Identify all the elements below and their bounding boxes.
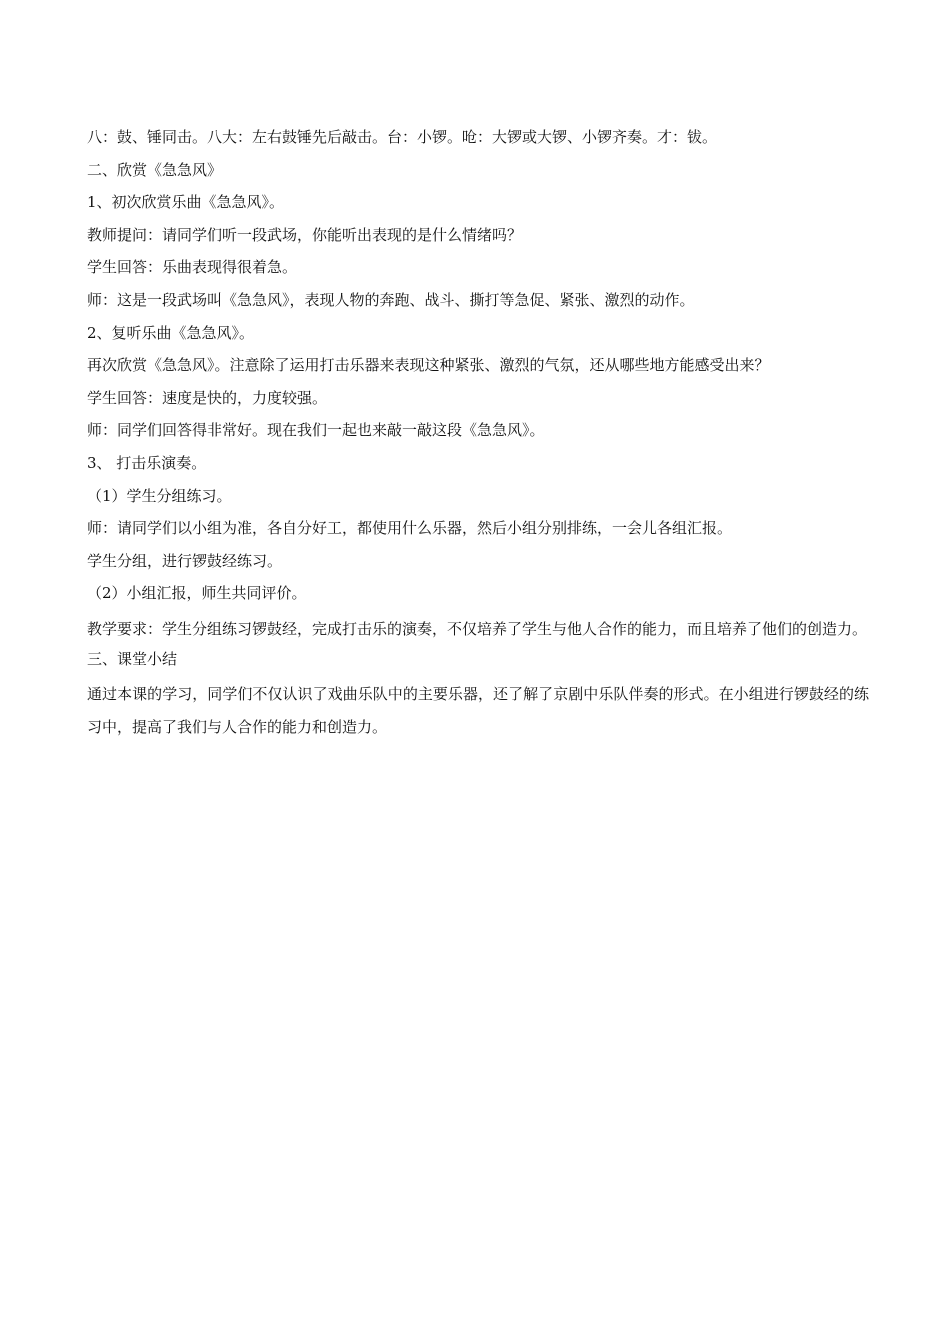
second-listen-prompt: 再次欣赏《急急风》。注意除了运用打击乐器来表现这种紧张、激烈的气氛，还从哪些地方能感受出来？ bbox=[87, 356, 770, 375]
section-heading-appreciation: 二、欣赏《急急风》 bbox=[87, 160, 223, 179]
teacher-instruction: 师：请同学们以小组为准，各自分好工，都使用什么乐器，然后小组分别排练，一会儿各组汇报。 bbox=[87, 519, 733, 538]
step-second-listen: 2、复听乐曲《急急风》。 bbox=[87, 323, 255, 342]
student-grouping: 学生分组，进行锣鼓经练习。 bbox=[87, 551, 283, 570]
step-percussion-performance: 3、 打击乐演奏。 bbox=[87, 453, 207, 472]
summary-paragraph: 通过本课的学习，同学们不仅认识了戏曲乐队中的主要乐器，还了解了京剧中乐队伴奏的形式。在小组进行锣鼓经的练习中，提高了我们与人合作的能力和创造力。 bbox=[87, 685, 869, 736]
teacher-explanation: 师：这是一段武场叫《急急风》，表现人物的奔跑、战斗、撕打等急促、紧张、激烈的动作。 bbox=[87, 290, 695, 309]
percussion-notation-line: 八：鼓、锤同击。八大：左右鼓锤先后敲击。台：小锣。呛：大锣或大锣、小锣齐奏。才：钹。 bbox=[87, 128, 718, 146]
substep-group-practice: （1）学生分组练习。 bbox=[87, 486, 232, 505]
teacher-question: 教师提问：请同学们听一段武场，你能听出表现的是什么情绪吗？ bbox=[87, 225, 523, 244]
document-body bbox=[87, 124, 869, 743]
step-first-listen: 1、初次欣赏乐曲《急急风》。 bbox=[87, 193, 285, 212]
student-answer-2: 学生回答：速度是快的，力度较强。 bbox=[87, 388, 328, 407]
teaching-requirement: 教学要求：学生分组练习锣鼓经，完成打击乐的演奏，不仅培养了学生与他人合作的能力，而且培养了他们的创造力。 bbox=[87, 619, 868, 638]
substep-group-report: （2）小组汇报，师生共同评价。 bbox=[87, 584, 307, 603]
teacher-praise: 师：同学们回答得非常好。现在我们一起也来敲一敲这段《急急风》。 bbox=[87, 421, 545, 440]
section-heading-summary: 三、课堂小结 bbox=[87, 649, 178, 668]
student-answer-1: 学生回答：乐曲表现得很着急。 bbox=[87, 258, 298, 277]
